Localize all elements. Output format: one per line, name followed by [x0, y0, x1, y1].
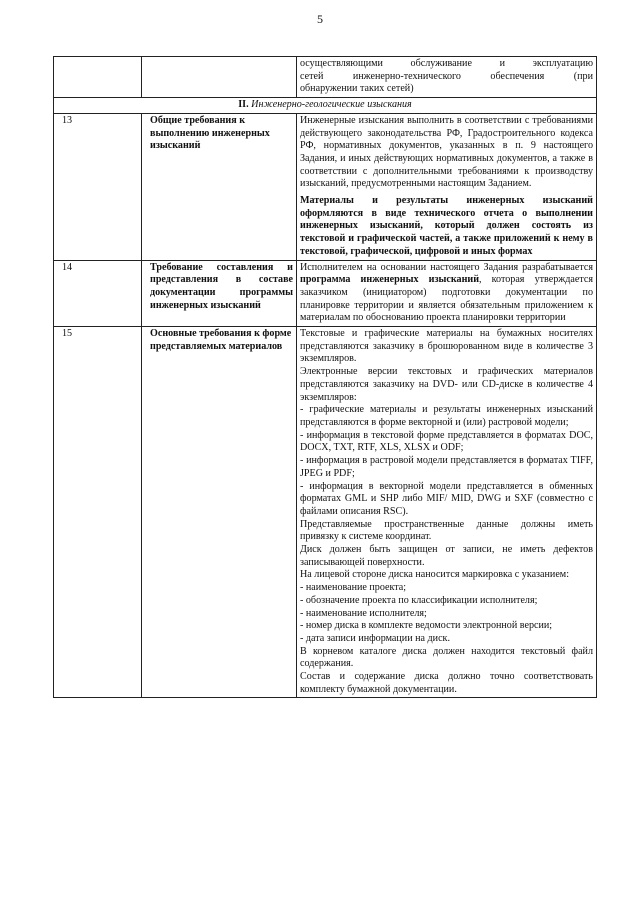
content-line: - номер диска в комплекте ведомости электронной версии;: [300, 620, 553, 632]
content-paragraph-bold: Материалы и результаты инженерных изысканий оформляются в виде технического отчета о выполнении инженерных изысканий, который должен состоять из текстовой и графической частей, а также приложений к нему в текстовой, графической, цифровой и иных формах: [300, 195, 593, 257]
content-cell: [297, 113, 597, 260]
content-line: - обозначение проекта по классификации исполнителя;: [300, 594, 538, 606]
table-row-15: [54, 327, 597, 698]
requirement-title: Основные требования к форме представляемых материалов: [142, 327, 297, 698]
content-line: - информация в растровой модели представляется в форматах TIFF, JPEG и PDF;: [300, 455, 593, 479]
table-row-continuation: [54, 57, 597, 98]
row-number: 14: [54, 260, 142, 327]
section-heading: [54, 98, 597, 114]
table-row-14: [54, 260, 597, 327]
table-row-13: [54, 113, 597, 260]
requirements-table: [53, 56, 597, 698]
content-line: Электронные версии текстовых и графических материалов представляются заказчику на DVD- или CD-диске в количестве 4 экземпляров:: [300, 366, 593, 403]
row-number: 13: [54, 113, 142, 260]
content-cell: [297, 57, 597, 98]
continuation-line-2: сетей инженерно-технического обеспечения (при: [300, 70, 593, 82]
number-cell-empty: [54, 57, 142, 98]
section-title: Инженерно-геологические изыскания: [251, 99, 412, 111]
row-number: 15: [54, 327, 142, 698]
content-cell: [297, 260, 597, 327]
content-line: В корневом каталоге диска должен находится текстовый файл содержания.: [300, 645, 593, 670]
content-line: На лицевой стороне диска наносится маркировка с указанием:: [300, 569, 569, 581]
content-line: Диск должен быть защищен от записи, не иметь дефектов записывающей поверхности.: [300, 544, 593, 568]
content-text: Исполнителем на основании настоящего Задания разрабатывается: [300, 261, 593, 273]
content-cell: [297, 327, 597, 698]
content-line: - графические материалы и результаты инженерных изысканий представляются в форме векторной и (или) растровой модели;: [300, 404, 593, 428]
continuation-line-3: обнаружении таких сетей): [300, 83, 414, 95]
content-line: Представляемые пространственные данные должны иметь привязку к системе координат.: [300, 518, 593, 543]
content-paragraph: [300, 262, 593, 326]
requirement-cell-empty: [142, 57, 297, 98]
content-line: - информация в текстовой форме представляется в форматах DOC, DOCX, TXT, RTF, XLS, XLSX и ODF;: [300, 429, 593, 454]
content-line: Текстовые и графические материалы на бумажных носителях представляются заказчику в брошюрованном виде в количестве 3 экземпляров.: [300, 328, 593, 365]
content-line: - наименование проекта;: [300, 582, 407, 594]
content-line: Состав и содержание диска должно точно соответствовать комплекту бумажной документации.: [300, 671, 593, 695]
content-text: , которая утверждается заказчиком (инициатором) подготовки документации по планировке территории и является обязательным приложением к материалам по обоснованию проекта планировки территории: [300, 274, 593, 324]
page-number: 5: [317, 12, 323, 26]
content-text-bold: программа инженерных изысканий: [300, 274, 480, 286]
section-numeral: II.: [238, 99, 249, 111]
content-line: - наименование исполнителя;: [300, 607, 427, 619]
section-heading-row: [54, 98, 597, 114]
requirement-title: Требование составления и представления в составе документации программы инженерных изысканий: [142, 260, 297, 327]
requirement-title: Общие требования к выполнению инженерных изысканий: [142, 113, 297, 260]
continuation-line-1: осуществляющими обслуживание и эксплуатацию: [300, 58, 593, 69]
content-paragraph: Инженерные изыскания выполнить в соответствии с требованиями действующего законодательства РФ, Градостроительного кодекса РФ, нормативных документов, указанных в п. 9 настоящего Задания, и иных действующих нормативных документов, а также в соответствии с дополнительными требованиями к производству изысканий, предусмотренными настоящим Заданием.: [300, 114, 593, 190]
content-line: - дата записи информации на диск.: [300, 632, 450, 644]
content-line: - информация в векторной модели представляется в обменных форматах GML и SHP либо MIF/ MID, DWG и SXF (совместно с файлами описания RSC).: [300, 480, 593, 517]
